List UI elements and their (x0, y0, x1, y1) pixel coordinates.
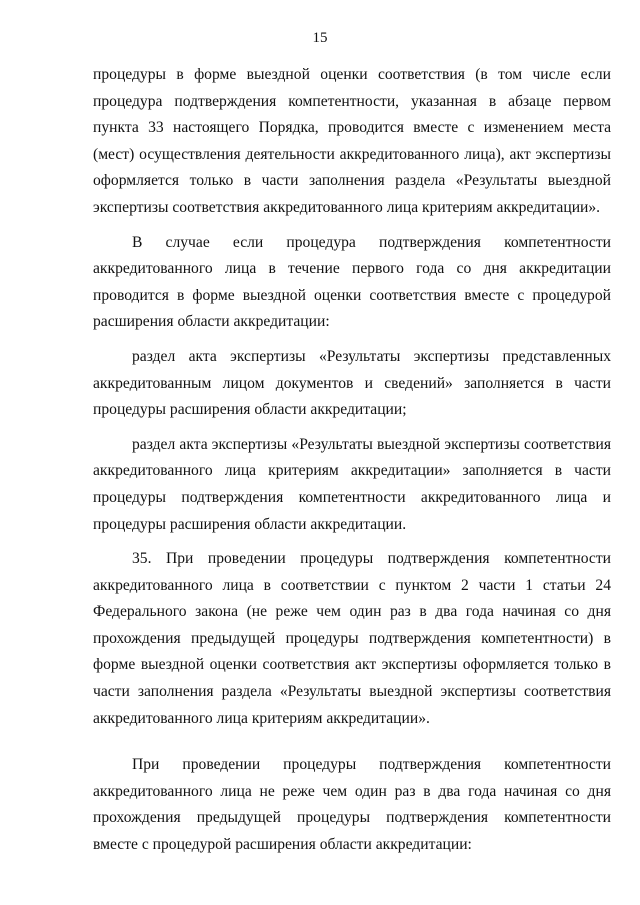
paragraph-item-35: 35. При проведении процедуры подтверждения компетентности аккредитованного лица в соответствии с пунктом 2 части 1 статьи 24 Федерального закона (не реже чем один раз в два года начиная со дня прохождения предыдущей процедуры подтверждения компетентности) в форме выездной оценки соответствия акт экспертизы оформляется только в части заполнения раздела «Результаты выездной экспертизы соответствия аккредитованного лица критериям аккредитации». (93, 550, 611, 727)
paragraph-biennial-case: При проведении процедуры подтверждения компетентности аккредитованного лица не реже чем один раз в два года начиная со дня прохождения предыдущей процедуры подтверждения компетентности вместе с процедурой расширения области аккредитации: (93, 756, 611, 854)
paragraph-onsite-section: раздел акта экспертизы «Результаты выездной экспертизы соответствия аккредитованного лица критериям аккредитации» заполняется в части процедуры подтверждения компетентности аккредитованного лица и процедуры расширения области аккредитации. (93, 435, 611, 533)
paragraph-first-year-case: В случае если процедура подтверждения компетентности аккредитованного лица в течение первого года со дня аккредитации проводится в форме выездной оценки соответствия вместе с процедурой расширения области аккредитации: (93, 233, 611, 331)
page-number: 15 (312, 30, 328, 46)
document-body (93, 62, 611, 859)
paragraph-documents-section: раздел акта экспертизы «Результаты экспертизы представленных аккредитованным лицом документов и сведений» заполняется в части процедуры расширения области аккредитации; (93, 347, 611, 419)
paragraph-continuation: процедуры в форме выездной оценки соответствия (в том числе если процедура подтверждения компетентности, указанная в абзаце первом пункта 33 настоящего Порядка, проводится вместе с изменением места (мест) осуществления деятельности аккредитованного лица), акт экспертизы оформляется только в части заполнения раздела «Результаты выездной экспертизы соответствия аккредитованного лица критериям аккредитации». (93, 66, 611, 216)
